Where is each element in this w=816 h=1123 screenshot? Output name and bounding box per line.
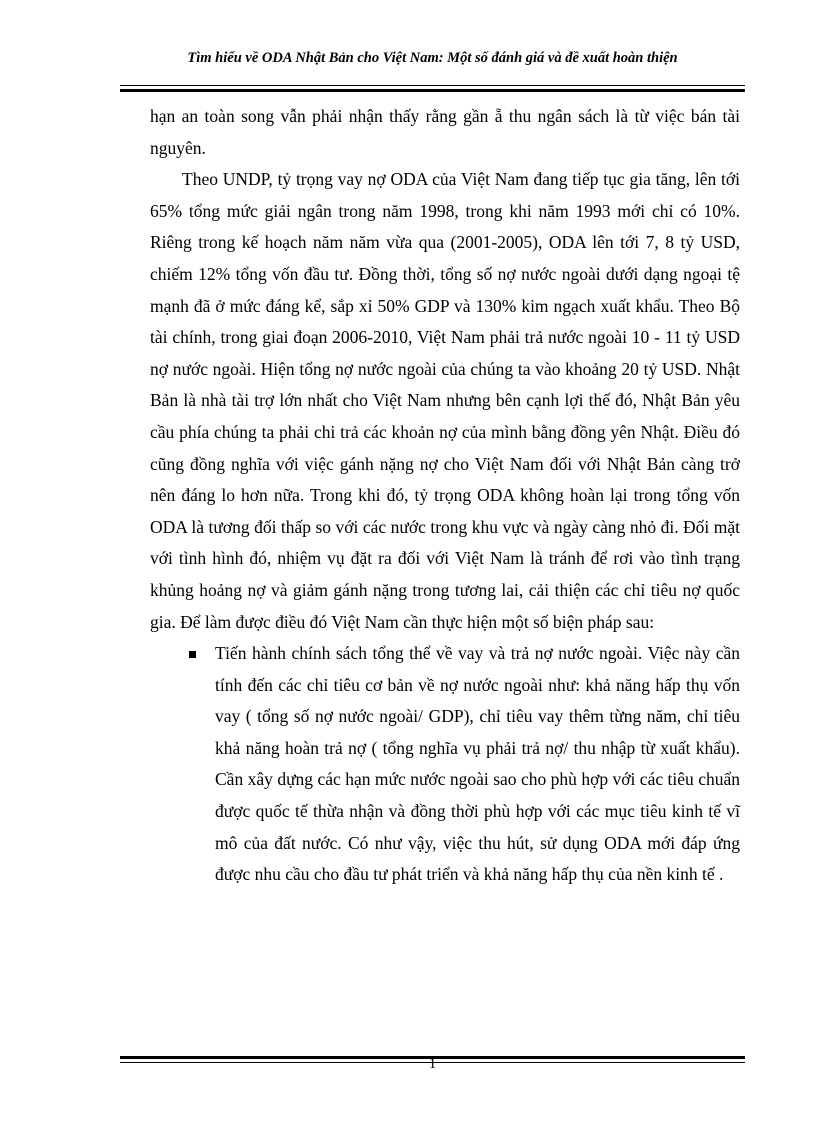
bullet-text: Tiến hành chính sách tổng thể về vay và trả nợ nước ngoài. Việc này cần tính đến các chỉ tiêu cơ bản về nợ nước ngoài như: khả năng hấp thụ vốn vay ( tổng số nợ nước ngoài/ GDP), chỉ tiêu vay thêm từng năm, chỉ tiêu khả năng hoàn trả nợ ( tổng nghĩa vụ phải trả nợ/ thu nhập từ xuất khẩu). Cần xây dựng các hạn mức nước ngoài sao cho phù hợp với các tiêu chuẩn được quốc tế thừa nhận và đồng thời phù hợp với các mục tiêu kinh tế vĩ mô của đất nước. Có như vậy, việc thu hút, sử dụng ODA mới đáp ứng được nhu cầu cho đầu tư phát triển và khả năng hấp thụ của nền kinh tế . xyxy=(215,643,740,885)
page-header-title: Tìm hiểu về ODA Nhật Bản cho Việt Nam: Một số đánh giá và đề xuất hoàn thiện xyxy=(187,50,678,66)
paragraph-undp: Theo UNDP, tỷ trọng vay nợ ODA của Việt Nam đang tiếp tục gia tăng, lên tới 65% tổng mức giải ngân trong năm 1998, trong khi năm 1993 mới chỉ có 10%. Riêng trong kế hoạch năm năm vừa qua (2001-2005), ODA lên tới 7, 8 tỷ USD, chiếm 12% tổng vốn đầu tư. Đồng thời, tổng số nợ nước ngoài dưới dạng ngoại tệ mạnh đã ở mức đáng kể, sắp xỉ 50% GDP và 130% kim ngạch xuất khẩu. Theo Bộ tài chính, trong giai đoạn 2006-2010, Việt Nam phải trả nước ngoài 10 - 11 tỷ USD nợ nước ngoài. Hiện tổng nợ nước ngoài của chúng ta vào khoảng 20 tỷ USD. Nhật Bản là nhà tài trợ lớn nhất cho Việt Nam nhưng bên cạnh lợi thế đó, Nhật Bản yêu cầu phía chúng ta phải chi trả các khoản nợ của mình bằng đồng yên Nhật. Điều đó cũng đồng nghĩa với việc gánh nặng nợ cho Việt Nam đối với Nhật Bản càng trở nên đáng lo hơn nữa. Trong khi đó, tỷ trọng ODA không hoàn lại trong tổng vốn ODA là tương đối thấp so với các nước trong khu vực và ngày càng nhỏ đi. Đối mặt với tình hình đó, nhiệm vụ đặt ra đối với Việt Nam là tránh để rơi vào tình trạng khủng hoảng nợ và giảm gánh nặng trong tương lai, cải thiện các chỉ tiêu nợ quốc gia. Để làm được điều đó Việt Nam cần thực hiện một số biện pháp sau: xyxy=(150,169,740,632)
square-bullet-icon xyxy=(189,651,196,658)
paragraph-continued: hạn an toàn song vẫn phải nhận thấy rằng gần ẵ thu ngân sách là từ việc bán tài nguyên. xyxy=(150,106,740,158)
header-rule-thick xyxy=(120,89,745,92)
document-body xyxy=(150,101,740,891)
bullet-item xyxy=(215,638,740,891)
page-number: 1 xyxy=(428,1056,437,1072)
header-rule-thin xyxy=(120,85,745,86)
